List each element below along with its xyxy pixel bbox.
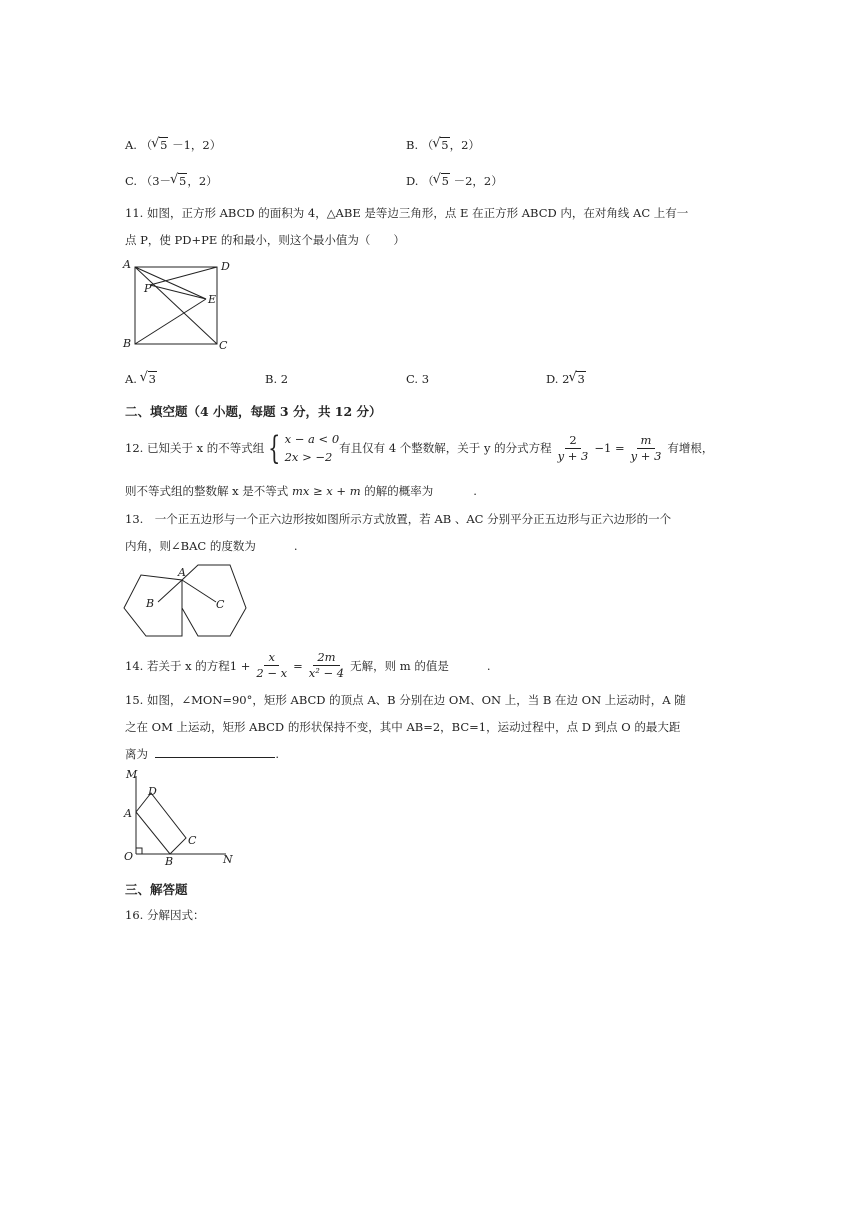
rectangle-abcd: [136, 793, 186, 854]
label-b: B: [165, 855, 174, 868]
section-2-title: 二、填空题（4 小题，每题 3 分，共 12 分）: [125, 404, 382, 419]
answer-blank: [155, 756, 275, 758]
q13-polygons-figure: [118, 560, 253, 645]
segment-pd: [150, 267, 217, 285]
label-p: P: [144, 282, 152, 295]
fraction-2-over-y3: $\frac{2}{y + 3}$: [557, 432, 589, 463]
fraction-2m-over-x2-minus-4: $\frac{2m}{\text{x² − 4}}$: [308, 650, 345, 680]
q13-line2: 内角，则∠BAC 的度数为 .: [125, 539, 298, 553]
q11-option-a: A. √ 3: [125, 372, 157, 386]
q11-square-figure: [118, 255, 238, 355]
q15-line3: 离为 .: [125, 747, 279, 761]
q15-line1: 15. 如图，∠MON=90°，矩形 ABCD 的顶点 A、B 分别在边 OM、ON 上，当 B 在边 ON 上运动时，A 随: [125, 693, 686, 707]
right-angle-mark: [136, 848, 142, 854]
q12-line2: 则不等式组的整数解 x 是不等式 mx ≥ x + m 的解的概率为 .: [125, 484, 477, 498]
bisector-ab: [158, 580, 182, 602]
label-e: E: [208, 293, 217, 306]
section-3-title: 三、解答题: [125, 882, 188, 897]
fraction-x-over-2-minus-x: $\frac{x}{2 - x}$: [256, 650, 288, 680]
q10-option-b: B. （√ 5，2）: [406, 137, 480, 153]
q13-line1: 13. 一个正五边形与一个正六边形按如图所示方式放置，若 AB 、AC 分别平分正五边形与正六边形的一个: [125, 512, 672, 526]
q10-option-d: D. （√ 5 －2，2）: [406, 173, 503, 189]
q11-line1: 11. 如图，正方形 ABCD 的面积为 4，△ABE 是等边三角形，点 E 在正方形 ABCD 内，在对角线 AC 上有一: [125, 206, 689, 220]
q15-rectangle-figure: [118, 768, 243, 868]
label-o: O: [124, 850, 134, 863]
q10-option-a: A. （√ 5 －1，2）: [125, 137, 221, 153]
q16-line: 16. 分解因式：: [125, 908, 205, 922]
q11-option-b: B. 2: [265, 372, 289, 386]
q11-option-c: C. 3: [406, 372, 430, 386]
label-c: C: [219, 339, 228, 352]
q11-line2: 点 P，使 PD+PE 的和最小，则这个最小值为（ ）: [125, 233, 405, 247]
q15-line2: 之在 OM 上运动，矩形 ABCD 的形状保持不变，其中 AB=2，BC=1，运动过程中，点 D 到点 O 的最大距: [125, 720, 681, 734]
bisector-ac: [182, 580, 216, 602]
label-a: A: [124, 807, 132, 820]
label-c: C: [216, 598, 225, 611]
label-n: N: [223, 853, 233, 866]
q10-option-c: C. （3－√ 5，2）: [125, 173, 218, 189]
label-b: B: [123, 337, 132, 350]
q12-line1: 12. 已知关于 x 的不等式组 { x − a < 0 2x > −2 有且仅有 4 个整数解，关于 y 的分式方程 $\frac{2}{y + 3}$ −1 = $\frac{m}{y + 3}$ 有增根，: [125, 429, 714, 467]
label-c: C: [188, 834, 197, 847]
label-a: A: [123, 258, 131, 271]
fraction-m-over-y3: $\frac{m}{y + 3}$: [630, 432, 662, 463]
diagonal-ac: [135, 267, 217, 344]
label-a: A: [178, 566, 186, 579]
label-d: D: [221, 260, 230, 273]
label-m: M: [126, 768, 138, 781]
label-d: D: [148, 785, 157, 798]
segment-pe: [150, 285, 206, 299]
segment-be: [135, 299, 206, 344]
q14-line: 14. 若关于 x 的方程 1 + $\frac{x}{2 - x}$ = $\frac{2m}{\text{x² − 4}}$ 无解，则 m 的值是 .: [125, 650, 491, 680]
inequality-system: { x − a < 0 2x > −2: [268, 429, 340, 467]
label-b: B: [146, 597, 155, 610]
q11-option-d: D. 2√ 3: [546, 372, 586, 386]
